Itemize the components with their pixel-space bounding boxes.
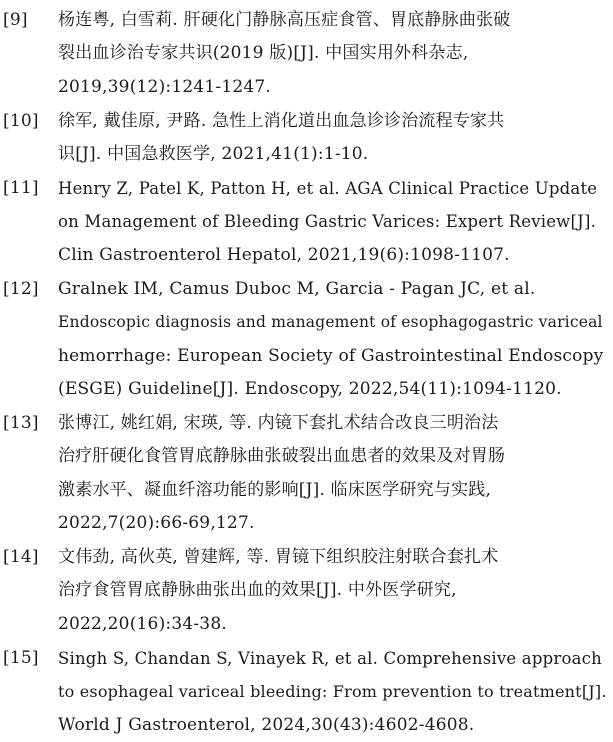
reference-text-line: (ESGE) Guideline[J]. Endoscopy, 2022,54(11):1094-1120. (58, 378, 562, 399)
reference-text-line: 张博江, 姚红娟, 宋瑛, 等. 内镜下套扎术结合改良三明治法 (58, 412, 499, 433)
reference-text-line: Singh S, Chandan S, Vinayek R, et al. Comprehensive approach (58, 648, 602, 668)
reference-text-line: Henry Z, Patel K, Patton H, et al. AGA Clinical Practice Update (58, 179, 598, 199)
reference-text-line: 2022,20(16):34-38. (58, 613, 227, 634)
reference-text-line: hemorrhage: European Society of Gastrointestinal Endoscopy (58, 345, 604, 366)
reference-text-line: 2019,39(12):1241-1247. (58, 76, 271, 97)
reference-item-11 (0, 172, 613, 272)
reference-text-line: 文伟劲, 高伙英, 曾建辉, 等. 胃镜下组织胶注射联合套扎术 (58, 547, 499, 567)
reference-text-line: Clin Gastroenterol Hepatol, 2021,19(6):1098-1107. (58, 244, 510, 265)
reference-text-line: 治疗食管胃底静脉曲张出血的效果[J]. 中外医学研究, (58, 580, 457, 601)
reference-text-line: 杨连粤, 白雪莉. 肝硬化门静脉高压症食管、胃底静脉曲张破 (58, 10, 511, 30)
reference-text-line: to esophageal variceal bleeding: From prevention to treatment[J]. (58, 682, 607, 702)
reference-text-line: World J Gastroenterol, 2024,30(43):4602-4608. (58, 714, 475, 735)
reference-item-12 (0, 273, 613, 407)
reference-number: [11] (3, 178, 39, 199)
reference-text-line: on Management of Bleeding Gastric Varices: Expert Review[J]. (58, 212, 597, 232)
reference-text-line: Gralnek IM, Camus Duboc M, Garcia - Pagan JC, et al. (58, 278, 536, 299)
reference-number: [13] (3, 412, 39, 433)
reference-item-9 (0, 4, 613, 104)
reference-item-13 (0, 407, 613, 541)
reference-number: [14] (3, 547, 39, 567)
reference-text-line: 2022,7(20):66-69,127. (58, 513, 255, 534)
reference-number: [9] (3, 10, 28, 30)
reference-list (0, 4, 613, 742)
reference-text-line: 激素水平、凝血纤溶功能的影响[J]. 临床医学研究与实践, (58, 479, 492, 500)
reference-item-10 (0, 105, 613, 172)
reference-text-line: 识[J]. 中国急救医学, 2021,41(1):1-10. (58, 144, 369, 165)
reference-number: [12] (3, 278, 39, 299)
reference-number: [15] (3, 647, 39, 668)
reference-text-line: Endoscopic diagnosis and management of esophagogastric variceal (58, 313, 603, 332)
reference-item-15 (0, 642, 613, 742)
reference-text-line: 治疗肝硬化食管胃底静脉曲张破裂出血患者的效果及对胃肠 (58, 446, 506, 467)
reference-item-14 (0, 541, 613, 641)
reference-text-line: 徐军, 戴佳原, 尹路. 急性上消化道出血急诊诊治流程专家共 (58, 110, 505, 131)
reference-number: [10] (3, 110, 39, 131)
reference-text-line: 裂出血诊治专家共识(2019 版)[J]. 中国实用外科杂志, (58, 43, 469, 64)
